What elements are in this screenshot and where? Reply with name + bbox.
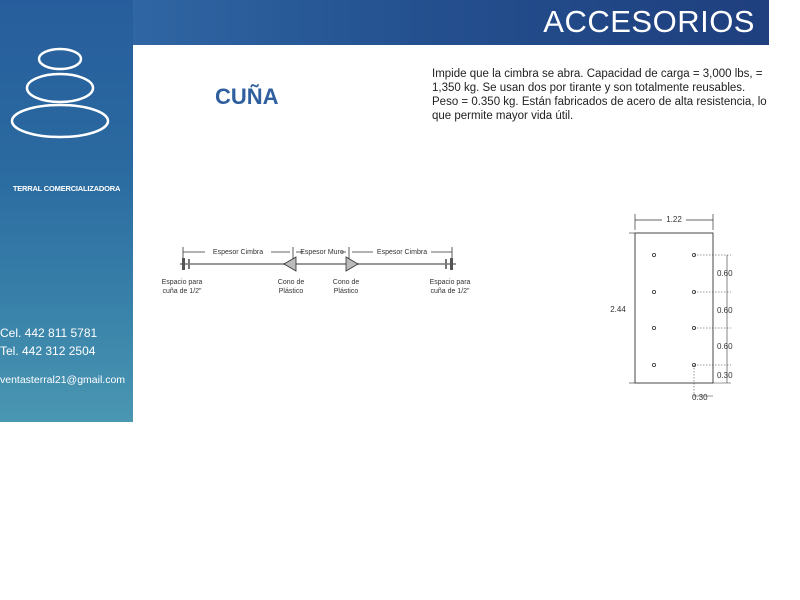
label-right-end-1: Espacio para [429, 279, 471, 286]
dim-spacing-2: 0.60 [717, 306, 733, 315]
plastic-cone-left [284, 257, 296, 271]
dim-spacing-3: 0.60 [717, 342, 733, 351]
label-cone-left-1: Cono de [277, 279, 305, 286]
product-title: CUÑA [215, 84, 279, 109]
header-bar [133, 0, 769, 45]
phone-cell: Cel. 442 811 5781 [0, 326, 98, 340]
label-right-end-2: cuña de 1/2" [430, 288, 470, 295]
formwork-panel [635, 233, 713, 383]
dim-spacing-1: 0.60 [717, 269, 733, 278]
label-left-end-1: Espacio para [161, 279, 203, 286]
dim-bottom-offset: 0.30 [717, 371, 733, 380]
company-logo-icon [10, 42, 110, 140]
label-left-end-2: cuña de 1/2" [162, 288, 202, 295]
dim-height: 2.44 [610, 305, 626, 314]
panel-layout-diagram [605, 210, 740, 405]
dim-side-offset: 0.30 [692, 393, 708, 402]
right-wedge-slot [450, 258, 453, 270]
email-address: ventasterral21@gmail.com [0, 374, 126, 386]
tie-rod-diagram [160, 238, 480, 304]
phone-tel: Tel. 442 312 2504 [0, 344, 96, 358]
label-cone-left-2: Plástico [278, 288, 304, 295]
page-title: ACCESORIOS [543, 4, 755, 39]
label-right-span: Espesor Cimbra [376, 249, 428, 256]
product-description: Impide que la cimbra se abra. Capacidad de carga = 3,000 lbs, = 1,350 kg. Se usan dos por tirante y son totalmente reusables. Peso = 0.350 kg. Están fabricados de acero de alta resistencia, lo que permite mayor vida útil. [432, 68, 767, 122]
company-name: TERRAL COMERCIALIZADORA [12, 184, 121, 193]
label-cone-right-1: Cono de [332, 279, 360, 286]
left-wedge-slot [182, 258, 185, 270]
label-cone-right-2: Plástico [333, 288, 359, 295]
plastic-cone-right [346, 257, 358, 271]
sidebar [0, 0, 133, 422]
label-middle-span: Espesor Muro [300, 249, 344, 256]
dim-width: 1.22 [666, 215, 682, 224]
label-left-span: Espesor Cimbra [212, 249, 264, 256]
